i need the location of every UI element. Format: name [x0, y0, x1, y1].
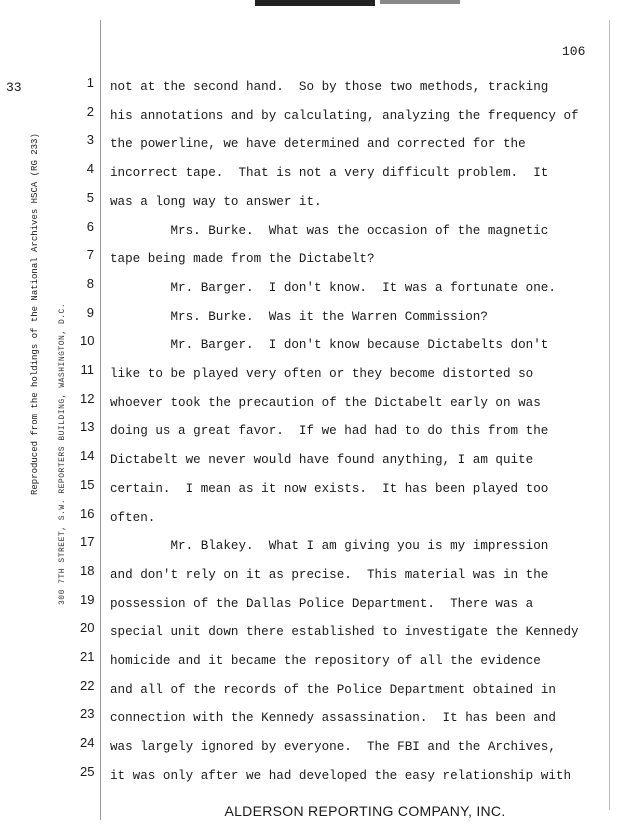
line-number: 7 — [86, 247, 94, 263]
line-number: 9 — [86, 304, 94, 320]
scan-mark — [255, 0, 375, 6]
transcript-line: and don't rely on it as precise. This material was in the — [110, 567, 549, 582]
transcript-line: the powerline, we have determined and corrected for the — [110, 137, 526, 152]
line-number: 20 — [80, 620, 95, 636]
transcript-line: Mr. Blakey. What I am giving you is my impression — [110, 539, 549, 554]
transcript-line: whoever took the precaution of the Dictabelt early on was — [110, 395, 541, 410]
transcript-line: incorrect tape. That is not a very difficult problem. It — [110, 166, 549, 181]
line-number: 6 — [86, 218, 94, 234]
transcript-line: homicide and it became the repository of all the evidence — [110, 654, 541, 668]
line-number: 25 — [80, 763, 95, 779]
line-number: 17 — [80, 534, 95, 550]
transcript-line: connection with the Kennedy assassination. It has been and — [110, 711, 556, 726]
line-number: 19 — [80, 591, 95, 607]
line-number: 3 — [86, 132, 94, 148]
transcript-line: his annotations and by calculating, analyzing the frequency of — [110, 108, 579, 123]
transcript-line: Mrs. Burke. Was it the Warren Commission? — [110, 309, 488, 324]
transcript-line: not at the second hand. So by those two methods, tracking — [110, 80, 549, 94]
line-number: 15 — [80, 476, 95, 492]
archive-stamp: Reproduced from the holdings of the National Archives HSCA (RG 233) — [30, 133, 40, 495]
transcript-line: Dictabelt we never would have found anything, I am quite — [110, 453, 534, 468]
line-number: 1 — [86, 75, 94, 90]
line-number: 5 — [86, 189, 94, 205]
margin-number: 33 — [6, 80, 22, 95]
margin-rule — [100, 20, 101, 820]
transcript-line: doing us a great favor. If we had had to do this from the — [110, 424, 549, 439]
transcript-line: Mr. Barger. I don't know. It was a fortunate one. — [110, 280, 556, 295]
line-number: 21 — [80, 649, 95, 664]
transcript-line: it was only after we had developed the easy relationship with — [110, 768, 572, 783]
line-number: 16 — [80, 505, 95, 521]
transcript-line: was largely ignored by everyone. The FBI and the Archives, — [110, 740, 556, 755]
transcript-line: and all of the records of the Police Department obtained in — [110, 682, 556, 697]
line-number: 10 — [80, 333, 95, 349]
transcript-line: Mrs. Burke. What was the occasion of the magnetic — [110, 223, 549, 238]
line-number: 23 — [80, 706, 95, 722]
scan-mark — [380, 0, 460, 4]
line-number: 2 — [86, 103, 94, 119]
transcript-line: tape being made from the Dictabelt? — [110, 252, 375, 267]
line-number: 4 — [86, 161, 94, 177]
transcript-line: often. — [110, 510, 156, 525]
footer: ALDERSON REPORTING COMPANY, INC. — [224, 803, 506, 819]
right-rule — [609, 20, 610, 810]
line-number: 18 — [80, 562, 95, 578]
line-number: 8 — [86, 275, 94, 291]
transcript-line: special unit down there established to investigate the Kennedy — [110, 625, 579, 640]
line-number: 12 — [80, 390, 95, 406]
line-number: 14 — [80, 448, 95, 464]
line-number: 24 — [80, 735, 95, 751]
transcript-line: like to be played very often or they become distorted so — [110, 367, 534, 381]
transcript-line: Mr. Barger. I don't know because Dictabelts don't — [110, 338, 549, 353]
line-number: 13 — [80, 419, 95, 435]
transcript-line: possession of the Dallas Police Department. There was a — [110, 596, 534, 611]
line-number: 11 — [80, 362, 94, 377]
transcript-line: certain. I mean as it now exists. It has been played too — [110, 481, 549, 496]
page-number: 106 — [562, 44, 586, 59]
reporter-address: 300 7TH STREET, S.W. REPORTERS BUILDING, WASHINGTON, D.C. — [58, 302, 67, 605]
transcript-line: was a long way to answer it. — [110, 194, 322, 209]
line-number: 22 — [80, 677, 95, 693]
